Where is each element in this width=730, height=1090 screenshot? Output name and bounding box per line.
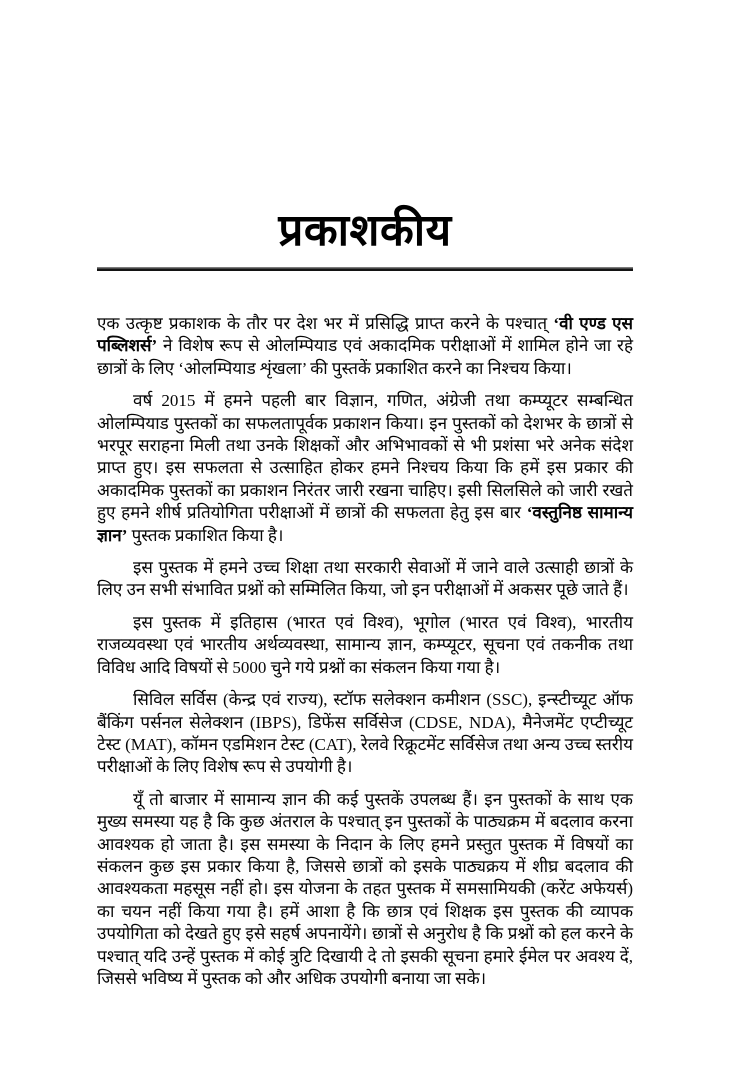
paragraph-history <box>97 390 633 547</box>
document-body <box>97 313 633 990</box>
paragraph-audience: इस पुस्तक में हमने उच्च शिक्षा तथा सरकारी सेवाओं में जाने वाले उत्साही छात्रों के लिए उन सभी संभावित प्रश्नों को सम्मिलित किया, जो इन परीक्षाओं में अकसर पूछे जाते हैं। <box>97 558 633 600</box>
paragraph-closing: यूँ तो बाजार में सामान्य ज्ञान की कई पुस्तकें उपलब्ध हैं। इन पुस्तकों के साथ एक मुख्य समस्या यह है कि कुछ अंतराल के पश्चात् इन पुस्तकों के पाठ्यक्रम में बदलाव करना आवश्यक हो जाता है। इस समस्या के निदान के लिए हमने प्रस्तुत पुस्तक में विषयों का संकलन कुछ इस प्रकार किया है, जिससे छात्रों को इसके पाठ्यक्रय में शीघ्र बदलाव की आवश्यकता महसूस नहीं हो। इस योजना के तहत पुस्तक में समसामियकी (करेंट अफेयर्स) का चयन नहीं किया गया है। हमें आशा है कि छात्र एवं शिक्षक इस पुस्तक की व्यापक उपयोगिता को देखते हुए इसे सहर्ष अपनायेंगे। छात्रों से अनुरोध है कि प्रश्नों को हल करने के पश्चात् यदि उन्हें पुस्तक में कोई त्रुटि दिखायी दे तो इसकी सूचना हमारे ईमेल पर अवश्य दें, जिससे भविष्य में पुस्तक को और अधिक उपयोगी बनाया जा सके। <box>97 789 633 988</box>
text-segment: पुस्तक प्रकाशित किया है। <box>127 525 284 545</box>
paragraph-intro <box>97 313 633 380</box>
page-title: प्रकाशकीय <box>278 205 452 256</box>
paragraph-subjects: इस पुस्तक में इतिहास (भारत एवं विश्व), भूगोल (भारत एवं विश्व), भारतीय राजव्यवस्था एवं भारतीय अर्थव्यवस्था, सामान्य ज्ञान, कम्प्यूटर, सूचना एवं तकनीक तथा विविध आदि विषयों से 5000 चुने गये प्रश्नों का संकलन किया गया है। <box>97 612 633 677</box>
title-divider <box>97 267 633 271</box>
text-segment: वर्ष 2015 में हमने पहली बार विज्ञान, गणित, अंग्रेजी तथा कम्प्यूटर सम्बन्धित ओलम्पियाड पुस्तकों का सफलतापूर्वक प्रकाशन किया। इन पुस्तकों को देशभर के छात्रों से भरपूर सराहना मिली तथा उनके शिक्षकों और अभिभावकों से भी प्रशंसा भरे अनेक संदेश प्राप्त हुए। इस सफलता से उत्साहित होकर हमने निश्चय किया कि हमें इस प्रकार की अकादमिक पुस्तकों का प्रकाशन निरंतर जारी रखना चाहिए। इसी सिलसिले को जारी रखते हुए हमने शीर्ष प्रतियोगिता परीक्षाओं में छात्रों की सफलता हेतु इस बार <box>97 391 633 523</box>
publisher-name: ‘वी एण्ड एस पब्लिशर्स’ <box>97 314 633 356</box>
text-segment: एक उत्कृष्ट प्रकाशक के तौर पर देश भर में प्रसिद्धि प्राप्त करने के पश्चात् <box>97 314 554 333</box>
book-title: ‘वस्तुनिष्ठ सामान्य ज्ञान’ <box>97 503 633 545</box>
paragraph-exams: सिविल सर्विस (केन्द्र एवं राज्य), स्टॉफ सलेक्शन कमीशन (SSC), इन्स्टीच्यूट ऑफ बैंकिंग पर्सनल सेलेक्शन (IBPS), डिफेंस सर्विसेज (CDSE, NDA), मैनेजमेंट एप्टीच्यूट टेस्ट (MAT), कॉमन एडमिशन टेस्ट (CAT), रेलवे रिक्रूटमेंट सर्विसेज तथा अन्य उच्च स्तरीय परीक्षाओं के लिए विशेष रूप से उपयोगी है। <box>97 690 633 777</box>
text-segment: ने विशेष रूप से ओलम्पियाड एवं अकादमिक परीक्षाओं में शामिल होने जा रहे छात्रों के लिए ‘ओलम्पियाड शृंखला’ की पुस्तकें प्रकाशित करने का निश्चय किया। <box>97 336 633 378</box>
page-content <box>97 0 633 990</box>
